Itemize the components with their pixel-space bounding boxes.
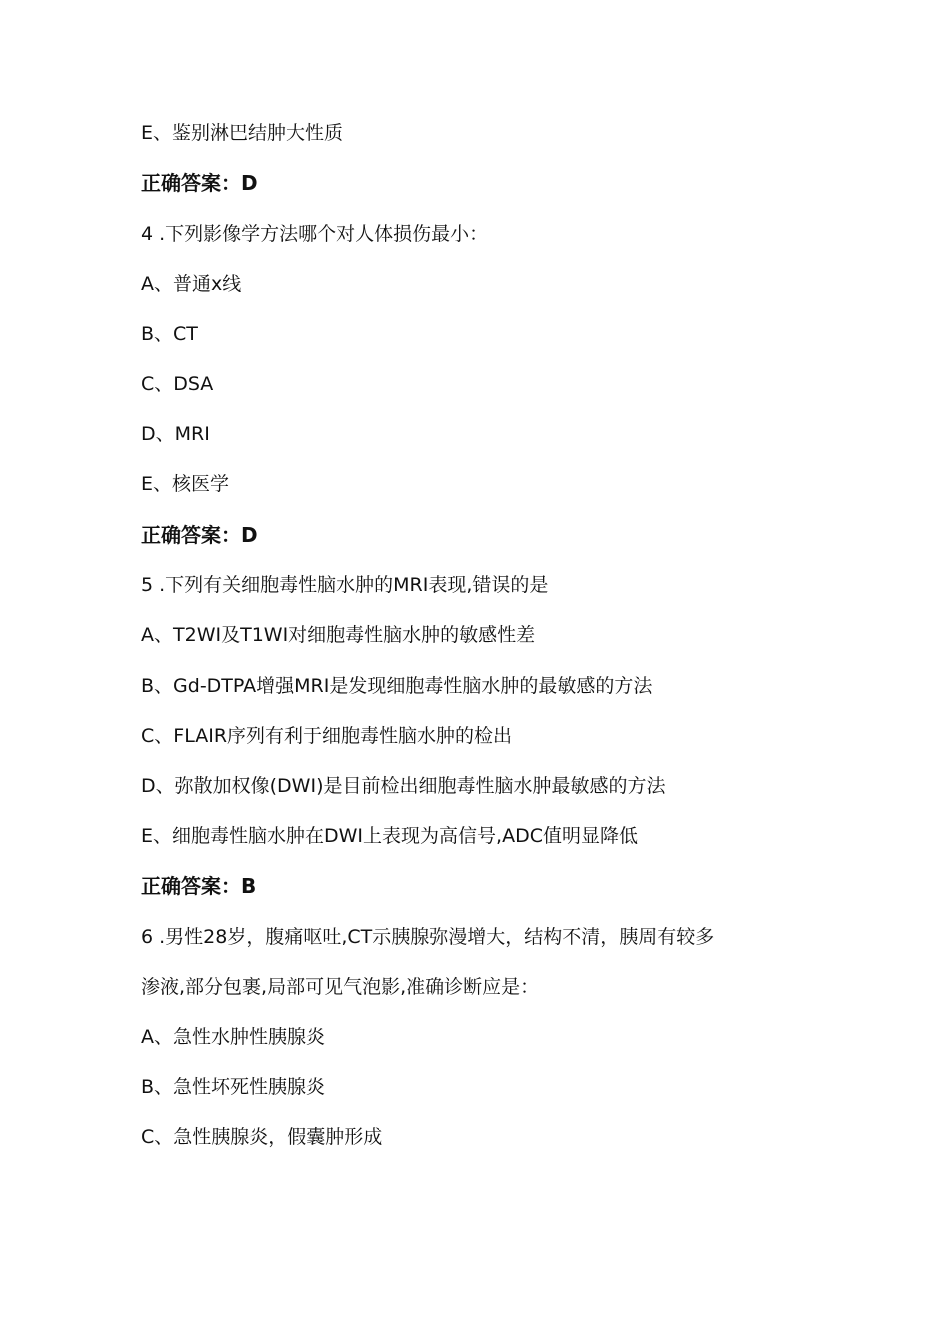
option-5d: D、弥散加权像(DWI)是目前检出细胞毒性脑水肿最敏感的方法 [141, 775, 666, 797]
option-5a: A、T2WI及T1WI对细胞毒性脑水肿的敏感性差 [141, 624, 536, 646]
option-4c: C、DSA [141, 373, 214, 395]
option-4d: D、MRI [141, 423, 210, 445]
option-6c: C、急性胰腺炎，假囊肿形成 [141, 1126, 383, 1148]
answer-5: 正确答案：B [141, 874, 257, 898]
option-6b: B、急性坏死性胰腺炎 [141, 1076, 326, 1098]
question-5: 5 .下列有关细胞毒性脑水肿的MRI表现,错误的是 [141, 574, 549, 596]
question-4: 4 .下列影像学方法哪个对人体损伤最小： [141, 223, 489, 245]
answer-4: 正确答案：D [141, 523, 258, 547]
option-5c: C、FLAIR序列有利于细胞毒性脑水肿的检出 [141, 725, 513, 747]
option-3e: E、鉴别淋巴结肿大性质 [141, 122, 344, 144]
answer-3: 正确答案：D [141, 171, 258, 195]
option-5e: E、细胞毒性脑水肿在DWI上表现为高信号,ADC值明显降低 [141, 825, 638, 847]
option-5b: B、Gd-DTPA增强MRI是发现细胞毒性脑水肿的最敏感的方法 [141, 675, 653, 697]
option-4a: A、普通x线 [141, 273, 242, 295]
question-6-line-2: 渗液,部分包裹,局部可见气泡影,准确诊断应是： [141, 976, 540, 998]
option-4b: B、CT [141, 323, 198, 345]
question-6-line-1: 6 .男性28岁，腹痛呕吐,CT示胰腺弥漫增大，结构不清，胰周有较多 [141, 926, 715, 948]
option-6a: A、急性水肿性胰腺炎 [141, 1026, 325, 1048]
option-4e: E、核医学 [141, 473, 230, 495]
